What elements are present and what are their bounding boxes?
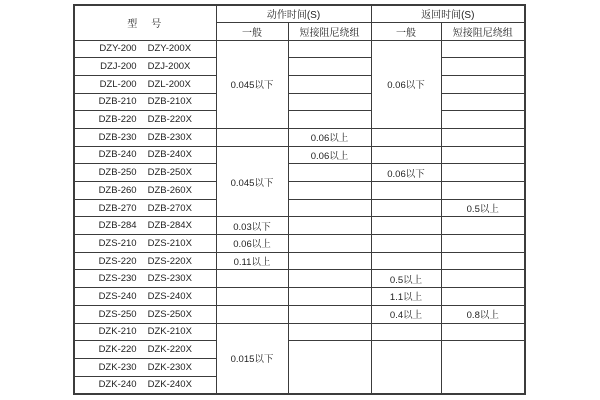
model-code: DZB-250 — [98, 167, 137, 179]
action-damping-cell — [288, 217, 371, 235]
return-damping-cell — [441, 164, 525, 182]
return-damping-cell — [441, 58, 525, 76]
model-code: DZB-210 — [98, 96, 137, 108]
action-general-header: 一般 — [216, 22, 288, 40]
model-code: DZS-250 — [98, 308, 137, 320]
return-damping-cell — [441, 146, 525, 164]
action-general-cell — [216, 288, 288, 306]
action-general-cell: 0.06以上 — [216, 235, 288, 253]
model-code: DZJ-200 — [100, 61, 137, 73]
action-damping-cell — [288, 288, 371, 306]
return-damping-cell — [441, 217, 525, 235]
action-damping-cell — [288, 40, 371, 58]
action-damping-cell — [288, 58, 371, 76]
model-code-x: DZB-270X — [147, 202, 192, 214]
table-row — [74, 111, 525, 129]
model-cell — [74, 288, 216, 306]
return-damping-cell — [441, 270, 525, 288]
table-row — [74, 288, 525, 306]
return-general-cell — [371, 146, 441, 164]
action-damping-cell — [288, 164, 371, 182]
model-code: DZK-230 — [98, 361, 137, 373]
action-damping-cell — [288, 199, 371, 217]
model-code-x: DZB-260X — [147, 184, 192, 196]
action-damping-cell — [288, 111, 371, 129]
return-damping-cell: 0.5以上 — [441, 199, 525, 217]
model-cell — [74, 217, 216, 235]
table-row — [74, 93, 525, 111]
return-damping-cell — [441, 323, 525, 341]
table-header — [74, 5, 525, 40]
table-row — [74, 128, 525, 146]
model-code: DZY-200 — [99, 43, 137, 55]
model-code-x: DZB-230X — [147, 131, 192, 143]
model-code: DZS-220 — [98, 255, 137, 267]
model-code: DZK-210 — [98, 326, 137, 338]
table-row — [74, 199, 525, 217]
action-general-cell: 0.045以下 — [216, 146, 288, 217]
action-damping-cell — [288, 252, 371, 270]
model-code-x: DZK-220X — [147, 344, 192, 356]
table-row — [74, 58, 525, 76]
action-damping-header: 短接阻尼绕组 — [288, 22, 371, 40]
return-damping-cell — [441, 111, 525, 129]
action-damping-cell — [288, 341, 371, 394]
model-code: DZB-230 — [98, 131, 137, 143]
table-row — [74, 305, 525, 323]
model-code-x: DZS-240X — [147, 290, 192, 302]
table-row — [74, 217, 525, 235]
action-general-cell — [216, 270, 288, 288]
action-damping-cell — [288, 305, 371, 323]
model-code-x: DZB-210X — [147, 96, 192, 108]
model-code-x: DZK-230X — [147, 361, 192, 373]
return-damping-cell — [441, 93, 525, 111]
action-damping-cell — [288, 270, 371, 288]
return-damping-cell — [441, 341, 525, 394]
model-code-x: DZJ-200X — [147, 61, 191, 73]
return-damping-cell — [441, 288, 525, 306]
return-damping-cell — [441, 252, 525, 270]
return-general-cell: 0.4以上 — [371, 305, 441, 323]
model-code-x: DZL-200X — [147, 78, 191, 90]
model-code-x: DZS-230X — [147, 273, 192, 285]
model-cell — [74, 358, 216, 376]
table-row — [74, 164, 525, 182]
action-damping-cell: 0.06以上 — [288, 128, 371, 146]
model-cell — [74, 128, 216, 146]
model-code-x: DZS-210X — [147, 237, 192, 249]
return-general-cell — [371, 252, 441, 270]
action-general-cell: 0.03以下 — [216, 217, 288, 235]
model-cell — [74, 93, 216, 111]
table-row — [74, 40, 525, 58]
header-row-groups — [74, 5, 525, 22]
return-general-cell: 0.5以上 — [371, 270, 441, 288]
model-cell — [74, 305, 216, 323]
return-general-cell — [371, 199, 441, 217]
table-row — [74, 252, 525, 270]
model-cell — [74, 58, 216, 76]
model-cell — [74, 40, 216, 58]
return-damping-cell: 0.8以上 — [441, 305, 525, 323]
return-general-header: 一般 — [371, 22, 441, 40]
table-row — [74, 146, 525, 164]
spec-table-body — [74, 40, 525, 394]
action-damping-cell — [288, 235, 371, 253]
model-code-x: DZB-240X — [147, 149, 192, 161]
model-code-x: DZS-220X — [147, 255, 192, 267]
return-general-cell — [371, 182, 441, 200]
model-cell — [74, 75, 216, 93]
model-code-x: DZB-284X — [147, 220, 192, 232]
return-general-cell — [371, 235, 441, 253]
model-code: DZB-220 — [98, 114, 137, 126]
action-general-cell — [216, 128, 288, 146]
model-code-x: DZY-200X — [147, 43, 192, 55]
model-code-x: DZB-220X — [147, 114, 192, 126]
table-row — [74, 270, 525, 288]
model-cell — [74, 235, 216, 253]
action-damping-cell — [288, 75, 371, 93]
table-row — [74, 323, 525, 341]
action-general-cell: 0.015以下 — [216, 323, 288, 394]
return-general-cell — [371, 341, 441, 394]
model-column-header: 型 号 — [74, 5, 216, 40]
return-general-cell — [371, 323, 441, 341]
action-damping-cell — [288, 93, 371, 111]
action-time-group-header: 动作时间(S) — [216, 5, 371, 22]
return-general-cell: 0.06以下 — [371, 164, 441, 182]
action-general-cell — [216, 305, 288, 323]
return-damping-cell — [441, 128, 525, 146]
table-row — [74, 182, 525, 200]
model-cell — [74, 199, 216, 217]
model-code: DZS-210 — [98, 237, 137, 249]
model-code: DZS-240 — [98, 290, 137, 302]
model-cell — [74, 182, 216, 200]
model-cell — [74, 146, 216, 164]
action-general-cell: 0.11以上 — [216, 252, 288, 270]
return-general-cell — [371, 128, 441, 146]
model-cell — [74, 164, 216, 182]
model-code: DZB-284 — [98, 220, 137, 232]
return-general-cell — [371, 217, 441, 235]
model-code: DZB-270 — [98, 202, 137, 214]
model-code: DZB-260 — [98, 184, 137, 196]
return-damping-cell — [441, 40, 525, 58]
table-row — [74, 75, 525, 93]
model-code-x: DZK-240X — [147, 379, 192, 391]
return-damping-cell — [441, 235, 525, 253]
model-cell — [74, 323, 216, 341]
return-damping-header: 短接阻尼绕组 — [441, 22, 525, 40]
table-row — [74, 235, 525, 253]
action-damping-cell: 0.06以上 — [288, 146, 371, 164]
model-cell — [74, 376, 216, 394]
model-cell — [74, 111, 216, 129]
model-code: DZK-240 — [98, 379, 137, 391]
model-cell — [74, 341, 216, 359]
model-code-x: DZK-210X — [147, 326, 192, 338]
model-code: DZK-220 — [98, 344, 137, 356]
model-code-x: DZB-250X — [147, 167, 192, 179]
table-row — [74, 341, 525, 359]
relay-spec-table — [73, 4, 526, 395]
action-damping-cell — [288, 182, 371, 200]
return-damping-cell — [441, 182, 525, 200]
return-general-cell: 0.06以下 — [371, 40, 441, 128]
model-cell — [74, 270, 216, 288]
model-code: DZL-200 — [99, 78, 137, 90]
return-damping-cell — [441, 75, 525, 93]
return-general-cell: 1.1以上 — [371, 288, 441, 306]
action-general-cell: 0.045以下 — [216, 40, 288, 128]
return-time-group-header: 返回时间(S) — [371, 5, 525, 22]
model-code-x: DZS-250X — [147, 308, 192, 320]
model-cell — [74, 252, 216, 270]
model-code: DZB-240 — [98, 149, 137, 161]
action-damping-cell — [288, 323, 371, 341]
model-code: DZS-230 — [98, 273, 137, 285]
